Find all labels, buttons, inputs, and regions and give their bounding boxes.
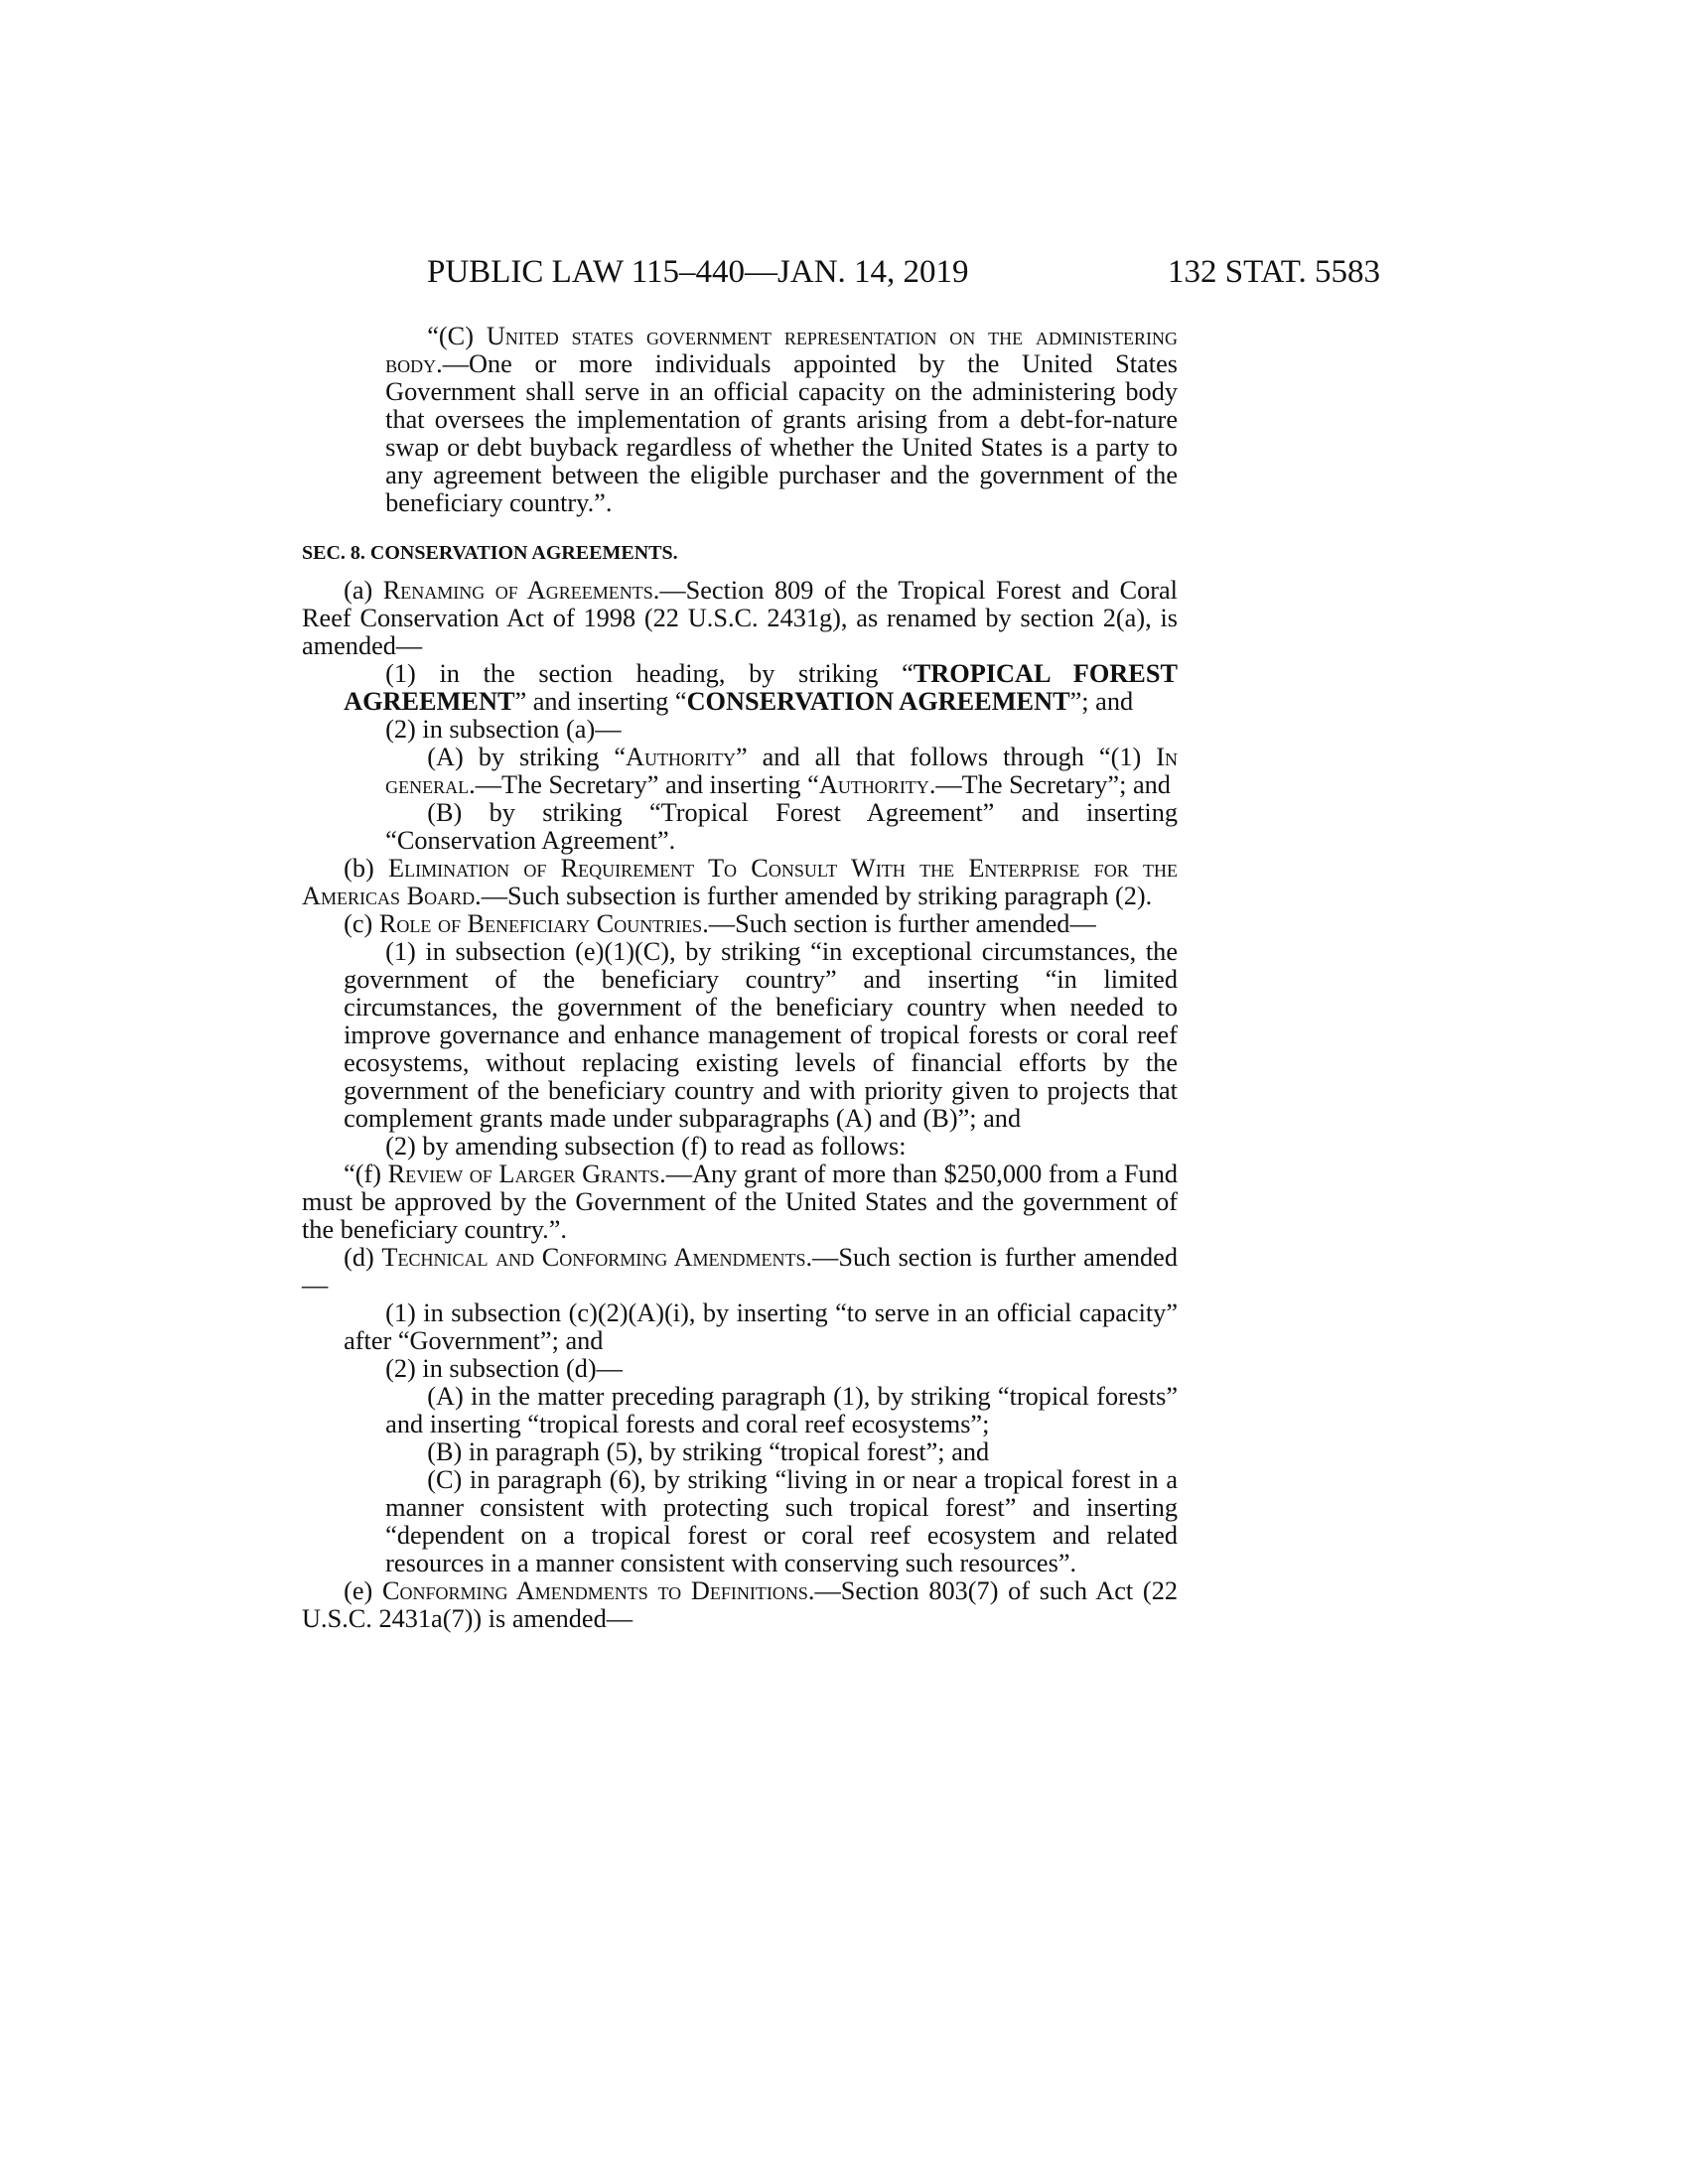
subparagraph-d2B: (B) in paragraph (5), by striking “tropical forest”; and (427, 1437, 990, 1466)
paragraph-c-representation: “(C) United states government representation on the administering body.—One or more individuals appointed by the United States Government shall serve in an official capacity on the administering body that oversees the implementation of grants arising from a debt-for-nature swap or debt buyback regardless of whether the United States is a party to any agreement between the eligible purchaser and the government of the beneficiary country.”. (385, 322, 1178, 517)
section-heading: SEC. 8. CONSERVATION AGREEMENTS. (302, 542, 678, 564)
subsection-a: (a) Renaming of Agreements.—Section 809 of the Tropical Forest and Coral Reef Conservation Act of 1998 (22 U.S.C. 2431g), as renamed by section 2(a), is amended— (302, 576, 1178, 660)
subparagraph-d2A: (A) in the matter preceding paragraph (1), by striking “tropical forests” and inserting “tropical forests and coral reef ecosystems”; (385, 1382, 1178, 1438)
page-header (427, 250, 1380, 294)
subparagraph-a2A: (A) by striking “Authority” and all that follows through “(1) In general.—The Secretary” and inserting “Authority.—The Secretary”; and (385, 743, 1178, 799)
subsection-b: (b) Elimination of Requirement To Consult With the Enterprise for the Americas Board.—Such subsection is further amended by striking paragraph (2). (302, 854, 1178, 910)
paragraph-a2: (2) in subsection (a)— (385, 715, 622, 744)
public-law-title: PUBLIC LAW 115–440—JAN. 14, 2019 (427, 254, 969, 290)
paragraph-a1: (1) in the section heading, by striking “TROPICAL FOREST AGREEMENT” and inserting “CONSERVATION AGREEMENT”; and (344, 659, 1179, 716)
subsection-c: (c) Role of Beneficiary Countries.—Such section is further amended— (344, 909, 1096, 938)
paragraph-c1: (1) in subsection (e)(1)(C), by striking “in exceptional circumstances, the government of the beneficiary country” and inserting “in limited circumstances, the government of the beneficiary country when needed to improve governance and enhance management of tropical forests or coral reef ecosystems, without replacing existing levels of financial efforts by the government of the beneficiary country and with priority given to projects that complement grants made under subparagraphs (A) and (B)”; and (344, 937, 1178, 1133)
paragraph-d1: (1) in subsection (c)(2)(A)(i), by inserting “to serve in an official capacity” after “Government”; and (344, 1298, 1178, 1355)
subsection-e: (e) Conforming Amendments to Definitions.—Section 803(7) of such Act (22 U.S.C. 2431a(7)) is amended— (302, 1576, 1178, 1633)
subsection-d: (d) Technical and Conforming Amendments.—Such section is further amended— (302, 1243, 1178, 1299)
subparagraph-a2B: (B) by striking “Tropical Forest Agreement” and inserting “Conservation Agreement”. (385, 798, 1178, 855)
statute-page-number: 132 STAT. 5583 (1167, 254, 1380, 290)
paragraph-d2: (2) in subsection (d)— (385, 1354, 623, 1383)
subparagraph-d2C: (C) in paragraph (6), by striking “living in or near a tropical forest in a manner consistent with protecting such tropical forest” and inserting “dependent on a tropical forest or coral reef ecosystem and related resources in a manner consistent with conserving such resources”. (385, 1465, 1178, 1577)
paragraph-c2: (2) by amending subsection (f) to read as follows: (385, 1132, 907, 1160)
document-body (302, 323, 1178, 1633)
subsection-f-quoted: “(f) Review of Larger Grants.—Any grant of more than $250,000 from a Fund must be approved by the Government of the United States and the government of the beneficiary country.”. (302, 1160, 1178, 1244)
